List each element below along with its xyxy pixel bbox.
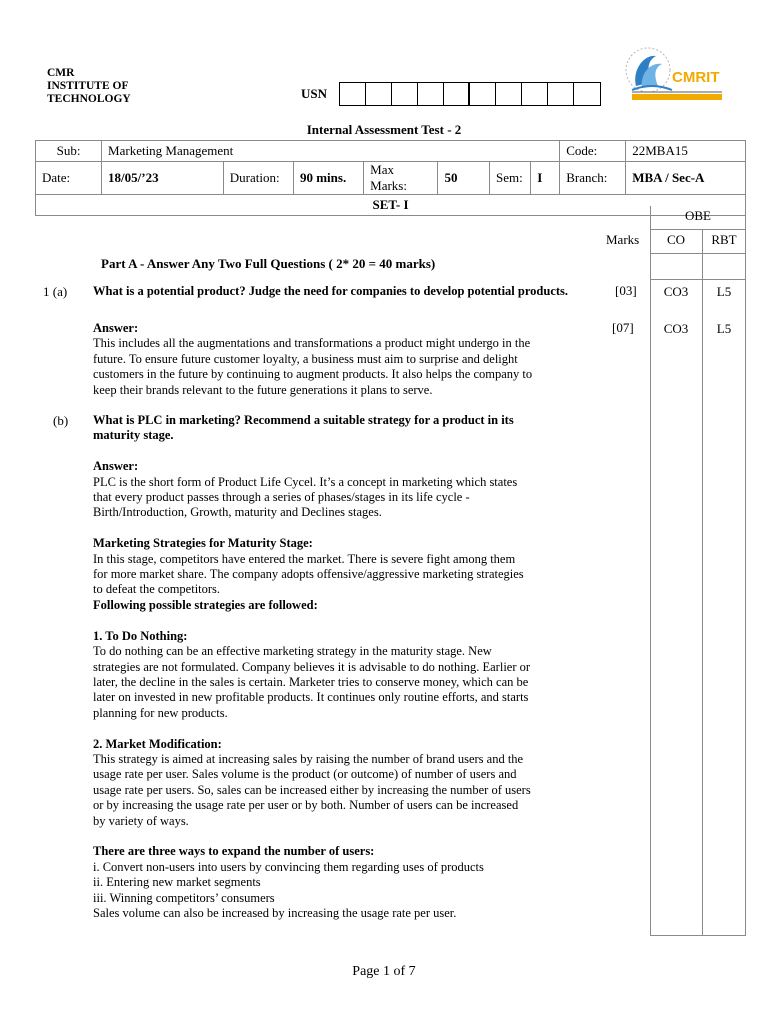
duration-label: Duration: — [223, 162, 293, 195]
duration-value: 90 mins. — [293, 162, 363, 195]
grid-line — [650, 253, 746, 254]
branch-value: MBA / Sec-A — [626, 162, 746, 195]
usn-box[interactable] — [444, 83, 470, 105]
answer-line: that every product passes through a series of phases/stages in its life cycle - — [93, 490, 470, 505]
answer-line: This includes all the augmentations and transformations a product might undergo in the — [93, 336, 531, 351]
grid-line — [650, 279, 746, 280]
answer-line: keep their brands relevant to the future generations it plans to serve. — [93, 382, 433, 397]
section-heading: 2. Market Modification: — [93, 736, 222, 751]
sem-label: Sem: — [490, 162, 531, 195]
usn-boxes — [339, 82, 601, 106]
answer-co: CO3 — [663, 321, 689, 336]
set-label: SET- I — [36, 195, 746, 216]
question-text: What is PLC in marketing? Recommend a suitable strategy for a product in its — [93, 413, 514, 427]
answer-line: PLC is the short form of Product Life Cycel. It’s a concept in marketing which states — [93, 474, 518, 489]
date-value: 18/05/’23 — [102, 162, 224, 195]
branch-label: Branch: — [560, 162, 626, 195]
code-label: Code: — [560, 141, 626, 162]
subject-value: Marketing Management — [102, 141, 560, 162]
answer-heading: Answer: — [93, 321, 139, 335]
obe-header: OBE — [685, 208, 711, 223]
section-heading: 1. To Do Nothing: — [93, 628, 188, 643]
question-co: CO3 — [663, 284, 689, 299]
institute-line: CMR — [47, 67, 75, 79]
answer-line: usage rate per users. So, sales can be increased either by increasing the number of users — [93, 782, 531, 797]
test-title: Internal Assessment Test - 2 — [306, 122, 462, 137]
usn-box[interactable] — [418, 83, 444, 105]
info-table — [35, 140, 746, 216]
question-text: What is a potential product? Judge the need for companies to develop potential products. — [93, 284, 569, 298]
usn-box[interactable] — [366, 83, 392, 105]
answer-line: i. Convert non-users into users by convincing them regarding uses of products — [93, 859, 484, 874]
answer-line: ii. Entering new market segments — [93, 875, 261, 890]
answer-line: Birth/Introduction, Growth, maturity and Declines stages. — [93, 505, 382, 520]
answer-line: iii. Winning competitors’ consumers — [93, 890, 275, 905]
institute-line: INSTITUTE OF — [47, 80, 129, 92]
usn-box[interactable] — [470, 83, 496, 105]
answer-line: later on invested in new profitable products. It continues only routine efforts, and starts — [93, 690, 529, 705]
answer-line: to defeat the competitors. — [93, 582, 221, 597]
usn-box[interactable] — [496, 83, 522, 105]
answer-line: by variety of ways. — [93, 813, 189, 828]
answer-rbt: L5 — [716, 321, 732, 336]
page-number: Page 1 of 7 — [352, 964, 416, 979]
usn-box[interactable] — [548, 83, 574, 105]
marks-header: Marks — [606, 232, 640, 247]
question-number: 1 (a) — [43, 284, 68, 299]
usn-box[interactable] — [522, 83, 548, 105]
rbt-header: RBT — [711, 232, 737, 247]
answer-line: later, the decline in the sales is certain. Marketer tries to conserve money, which can be — [93, 674, 529, 689]
question-marks: [03] — [615, 283, 637, 298]
answer-line: strategies are not formulated. Company believes it is advisable to do nothing. Earlier or — [93, 659, 531, 674]
answer-line: for more market share. The company adopts offensive/aggressive marketing strategies — [93, 567, 524, 582]
answer-block — [93, 321, 593, 398]
section-heading: Following possible strategies are followed: — [93, 597, 318, 612]
answer-line: planning for new products. — [93, 705, 228, 720]
part-a-heading: Part A - Answer Any Two Full Questions ( 2* 20 = 40 marks) — [101, 256, 436, 271]
usn-box[interactable] — [392, 83, 418, 105]
grid-line — [650, 935, 746, 936]
grid-line — [745, 206, 746, 936]
usn-label: USN — [301, 86, 328, 101]
sem-value: I — [531, 162, 560, 195]
co-header: CO — [666, 232, 686, 247]
grid-line — [650, 206, 651, 936]
usn-box[interactable] — [340, 83, 366, 105]
institute-line: TECHNOLOGY — [47, 93, 131, 105]
answer-line: To do nothing can be an effective marketing strategy in the maturity stage. New — [93, 644, 492, 659]
answer-line: customers in the future by continuing to augment products. It also helps the company to — [93, 367, 533, 382]
date-label: Date: — [36, 162, 102, 195]
sub-label: Sub: — [36, 141, 102, 162]
question-rbt: L5 — [716, 284, 732, 299]
answer-heading: Answer: — [93, 459, 139, 474]
answer-line: In this stage, competitors have entered the market. There is severe fight among them — [93, 551, 516, 566]
usn-box[interactable] — [574, 83, 600, 105]
answer-line: This strategy is aimed at increasing sales by raising the number of brand users and the — [93, 751, 524, 766]
cmrit-logo — [622, 42, 732, 104]
answer-line: or by increasing the usage rate per user or by both. Number of users can be increased — [93, 798, 519, 813]
answer-block — [93, 413, 593, 921]
answer-line: future. To ensure future customer loyalty, a business must aim to surprise and delight — [93, 351, 518, 366]
answer-line: usage rate per user. Sales volume is the product (or outcome) of number of users and — [93, 767, 517, 782]
section-heading: There are three ways to expand the number of users: — [93, 844, 375, 859]
grid-line — [650, 229, 746, 230]
maxmarks-value: 50 — [438, 162, 490, 195]
cmrit-logo-graphic — [622, 42, 732, 104]
svg-text:CMRIT: CMRIT — [672, 69, 720, 86]
maxmarks-label: Max Marks: — [364, 162, 438, 195]
institute-name — [47, 67, 177, 106]
question-number: (b) — [53, 413, 69, 428]
code-value: 22MBA15 — [626, 141, 746, 162]
section-heading: Marketing Strategies for Maturity Stage: — [93, 536, 313, 551]
answer-marks: [07] — [612, 320, 634, 335]
answer-line: Sales volume can also be increased by increasing the usage rate per user. — [93, 906, 457, 920]
question-text: maturity stage. — [93, 428, 174, 443]
grid-line — [35, 206, 36, 208]
